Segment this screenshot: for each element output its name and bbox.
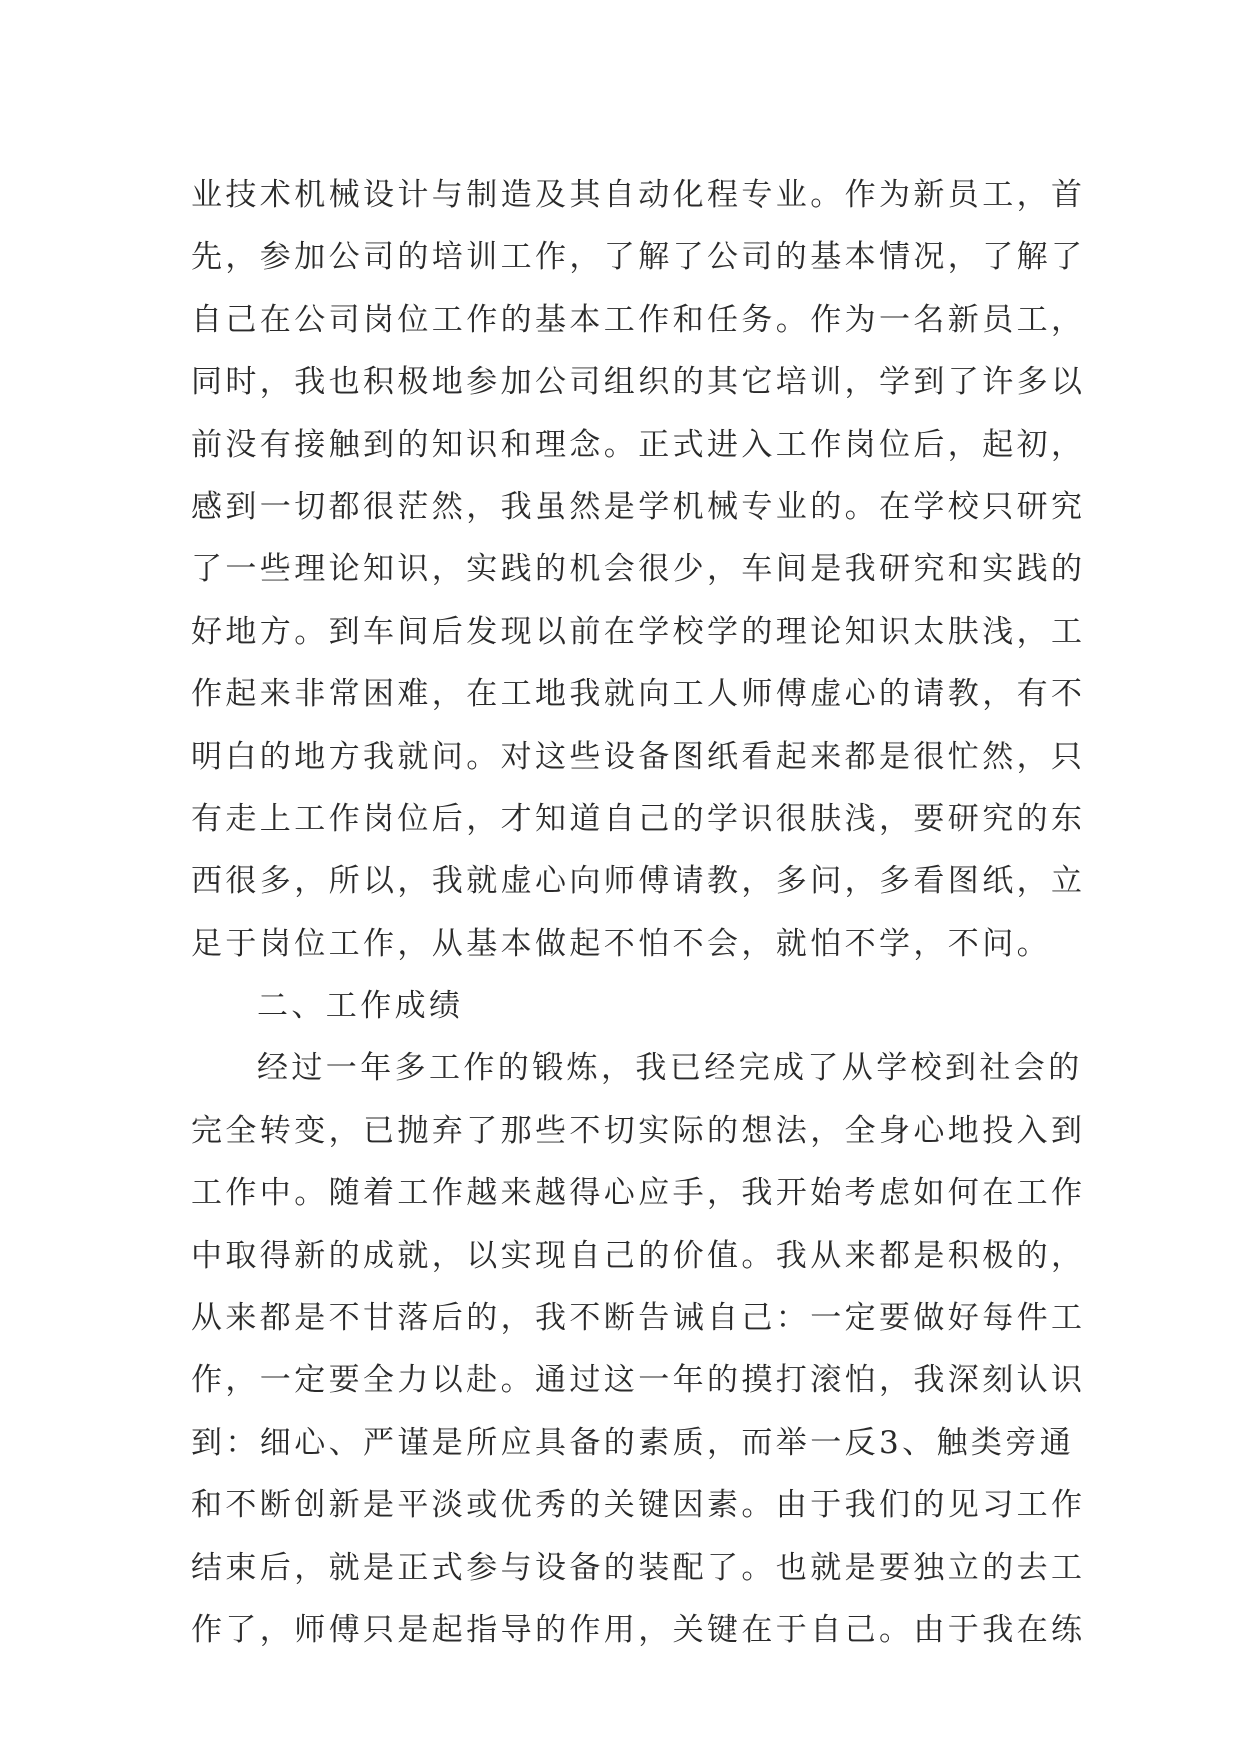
section-line: 和不断创新是平淡或优秀的关键因素。由于我们的见习工作 bbox=[191, 1487, 1086, 1524]
section-line: 工作中。随着工作越来越得心应手，我开始考虑如何在工作 bbox=[191, 1175, 1086, 1212]
section-line: 完全转变，已抛弃了那些不切实际的想法，全身心地投入到 bbox=[191, 1112, 1086, 1149]
section-line: 中取得新的成就，以实现自己的价值。我从来都是积极的， bbox=[191, 1237, 1086, 1274]
body-line: 西很多，所以，我就虚心向师傅请教，多问，多看图纸，立 bbox=[191, 863, 1086, 900]
body-line: 先，参加公司的培训工作，了解了公司的基本情况，了解了 bbox=[191, 239, 1086, 276]
body-line: 业技术机械设计与制造及其自动化程专业。作为新员工，首 bbox=[191, 177, 1086, 213]
body-line: 自己在公司岗位工作的基本工作和任务。作为一名新员工， bbox=[191, 301, 1086, 338]
section-line: 到：细心、严谨是所应具备的素质，而举一反3、触类旁通 bbox=[191, 1424, 1075, 1461]
body-line: 足于岗位工作，从基本做起不怕不会，就怕不学，不问。 bbox=[191, 925, 1051, 962]
body-line: 有走上工作岗位后，才知道自己的学识很肤浅，要研究的东 bbox=[191, 800, 1086, 837]
body-line: 了一些理论知识，实践的机会很少，车间是我研究和实践的 bbox=[191, 551, 1086, 588]
section-line: 结束后，就是正式参与设备的装配了。也就是要独立的去工 bbox=[191, 1549, 1086, 1586]
body-line: 感到一切都很茫然，我虽然是学机械专业的。在学校只研究 bbox=[191, 488, 1086, 525]
document-body bbox=[191, 164, 1086, 1661]
section-heading: 二、工作成绩 bbox=[257, 988, 464, 1025]
section-line: 经过一年多工作的锻炼，我已经完成了从学校到社会的 bbox=[257, 1050, 1083, 1087]
body-line: 作起来非常困难，在工地我就向工人师傅虚心的请教，有不 bbox=[191, 676, 1086, 713]
body-line: 明白的地方我就问。对这些设备图纸看起来都是很忙然，只 bbox=[191, 738, 1086, 775]
section-line: 从来都是不甘落后的，我不断告诫自己：一定要做好每件工 bbox=[191, 1300, 1086, 1337]
body-line: 同时，我也积极地参加公司组织的其它培训，学到了许多以 bbox=[191, 364, 1086, 401]
body-line: 前没有接触到的知识和理念。正式进入工作岗位后，起初， bbox=[191, 426, 1086, 463]
section-line: 作，一定要全力以赴。通过这一年的摸打滚怕，我深刻认识 bbox=[191, 1362, 1086, 1399]
body-line: 好地方。到车间后发现以前在学校学的理论知识太肤浅，工 bbox=[191, 613, 1086, 650]
section-line: 作了，师傅只是起指导的作用，关键在于自己。由于我在练 bbox=[191, 1611, 1086, 1648]
